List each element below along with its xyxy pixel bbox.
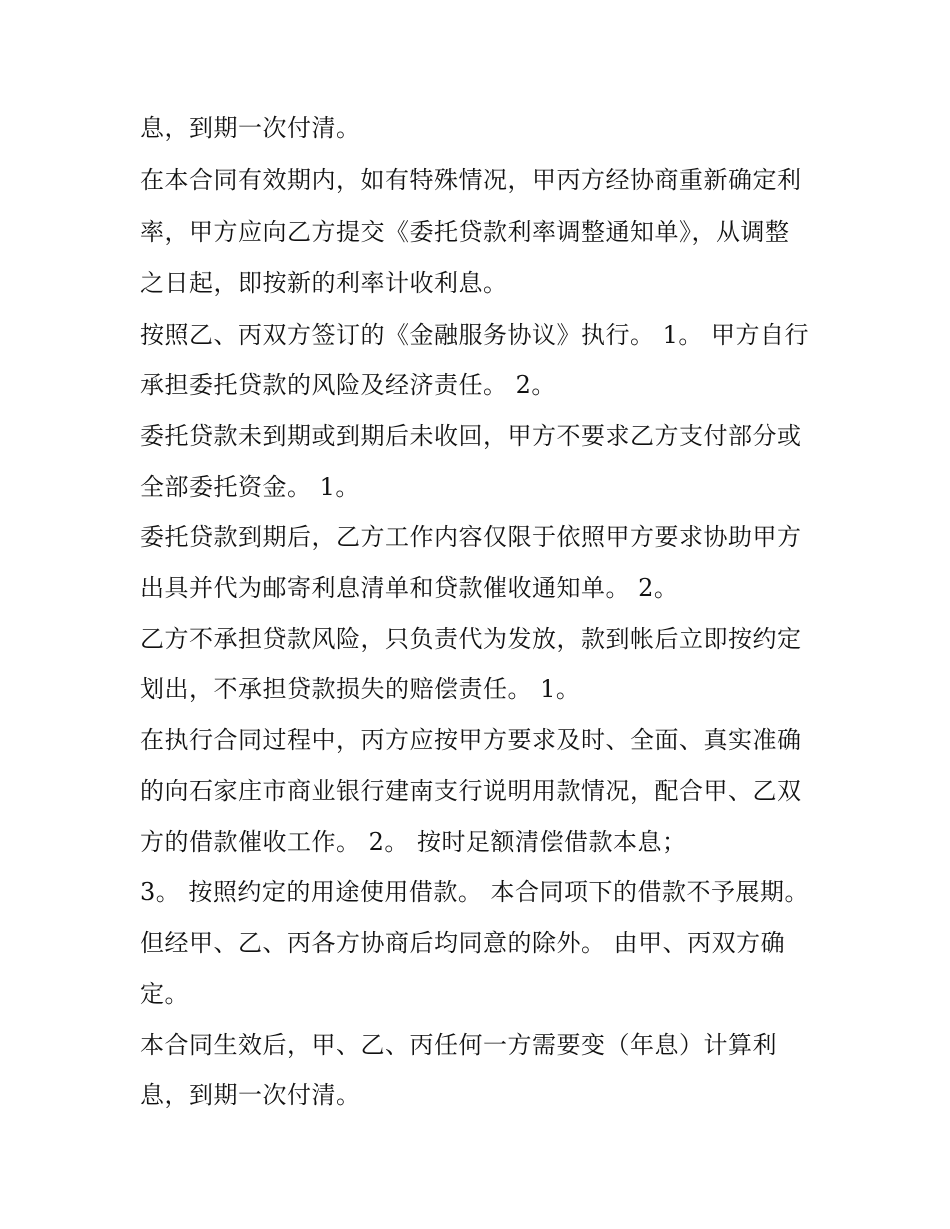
text-line: 全部委托资金。 1。 <box>140 473 360 501</box>
text-line: 委托贷款到期后，乙方工作内容仅限于依照甲方要求协助甲方 <box>140 523 802 551</box>
text-line: 划出，不承担贷款损失的赔偿责任。 1。 <box>140 675 581 703</box>
text-line: 息，到期一次付清。 <box>140 1081 361 1109</box>
text-line: 承担委托贷款的风险及经济责任。 2。 <box>140 371 556 399</box>
text-line: 的向石家庄市商业银行建南支行说明用款情况，配合甲、乙双 <box>140 777 802 805</box>
text-line: 在本合同有效期内，如有特殊情况，甲丙方经协商重新确定利 <box>140 166 802 194</box>
text-line: 按照乙、丙双方签订的《金融服务协议》执行。 1。 甲方自行 <box>140 321 810 349</box>
text-line: 3。 按照约定的用途使用借款。 本合同项下的借款不予展期。 <box>140 878 810 906</box>
text-line: 本合同生效后，甲、乙、丙任何一方需要变（年息）计算利 <box>140 1031 777 1059</box>
text-line: 率，甲方应向乙方提交《委托贷款利率调整通知单》，从调整 <box>140 218 790 246</box>
text-line: 息，到期一次付清。 <box>140 114 361 142</box>
text-line: 定。 <box>140 980 189 1008</box>
text-line: 之日起，即按新的利率计收利息。 <box>140 269 508 297</box>
text-line: 委托贷款未到期或到期后未收回，甲方不要求乙方支付部分或 <box>140 422 802 450</box>
text-line: 出具并代为邮寄利息清单和贷款催收通知单。 2。 <box>140 574 679 602</box>
text-line: 在执行合同过程中，丙方应按甲方要求及时、全面、真实准确 <box>140 726 802 754</box>
text-line: 乙方不承担贷款风险，只负责代为发放，款到帐后立即按约定 <box>140 625 802 653</box>
text-line: 但经甲、乙、丙各方协商后均同意的除外。 由甲、丙双方确 <box>140 929 786 957</box>
text-line: 方的借款催收工作。 2。 按时足额清偿借款本息； <box>140 828 687 856</box>
